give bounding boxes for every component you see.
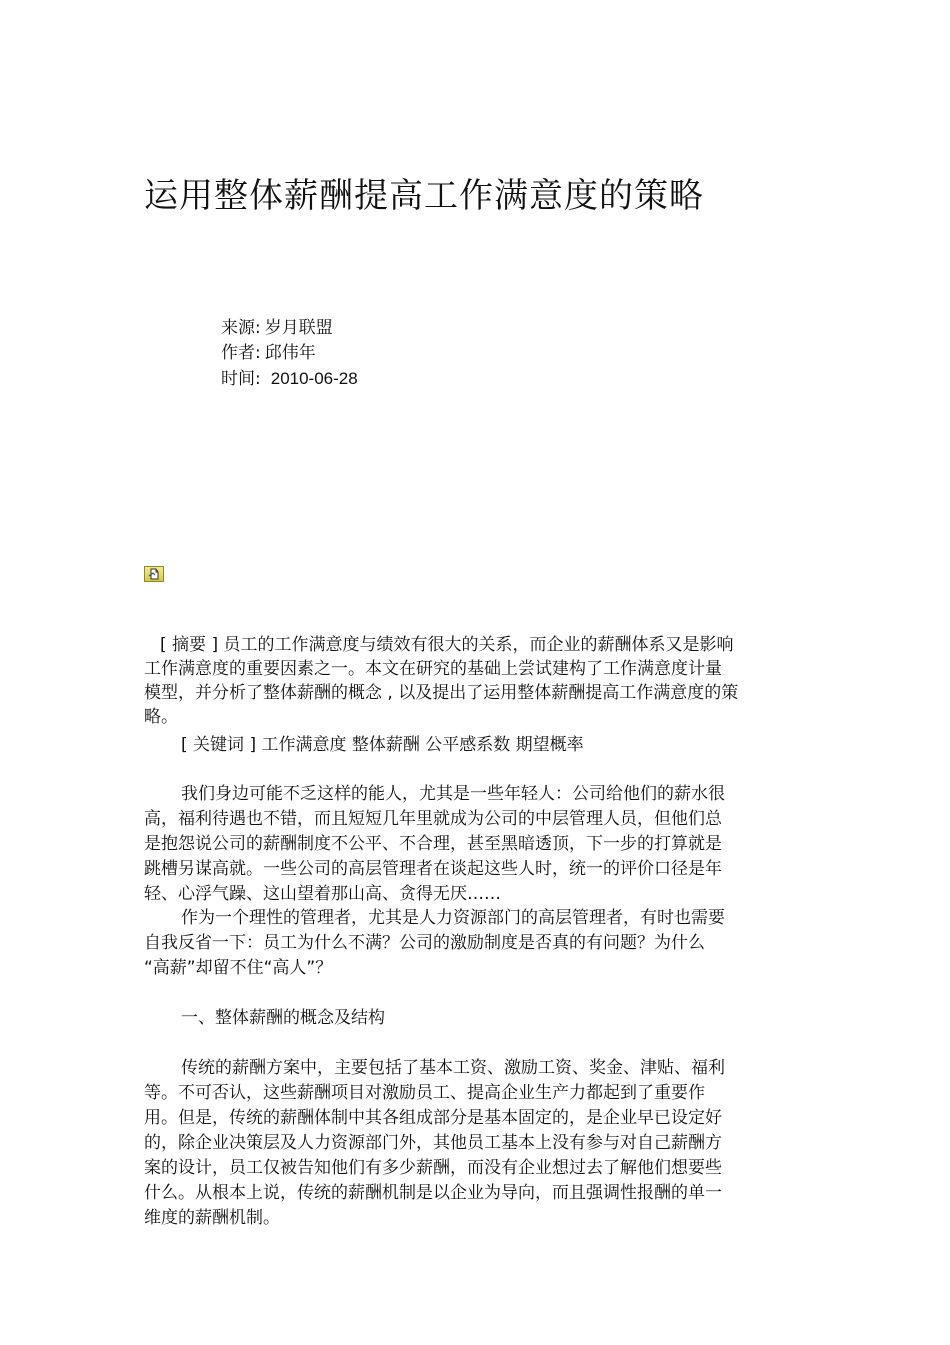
abstract-line: 略。 xyxy=(144,707,178,727)
abstract-line: 模型，并分析了整体薪酬的概念 , 以及提出了运用整体薪酬提高工作满意度的策 xyxy=(144,683,739,703)
paragraph-line: 传统的薪酬方案中，主要包括了基本工资、激励工资、奖金、津贴、福利 xyxy=(181,1058,725,1078)
abstract-line: [ 摘要 ] 员工的工作满意度与绩效有很大的关系，而企业的薪酬体系又是影响 xyxy=(160,635,734,655)
paragraph-line: 自我反省一下：员工为什么不满？公司的激励制度是否真的有问题？为什么 xyxy=(144,933,705,953)
paragraph-line: 案的设计，员工仅被告知他们有多少薪酬，而没有企业想过去了解他们想要些 xyxy=(144,1158,722,1178)
meta-time-value: 2010-06-28 xyxy=(270,369,358,388)
paragraph-line: 作为一个理性的管理者，尤其是人力资源部门的高层管理者，有时也需要 xyxy=(181,908,725,928)
meta-source xyxy=(221,313,333,338)
meta-author-label: 作者: xyxy=(221,343,261,363)
section-heading: 一、整体薪酬的概念及结构 xyxy=(181,1008,385,1028)
paragraph-line: 轻、心浮气躁、这山望着那山高、贪得无厌…… xyxy=(144,884,501,904)
meta-author xyxy=(221,338,316,363)
meta-time-label: 时间: xyxy=(221,369,261,389)
paragraph-line: 的，除企业决策层及人力资源部门外，其他员工基本上没有参与对自己薪酬方 xyxy=(144,1133,722,1153)
paragraph-line: 跳槽另谋高就。一些公司的高层管理者在谈起这些人时，统一的评价口径是年 xyxy=(144,859,722,879)
meta-author-value: 邱伟年 xyxy=(264,343,316,363)
abstract-line: 工作满意度的重要因素之一。本文在研究的基础上尝试建构了工作满意度计量 xyxy=(144,659,722,679)
document-title: 运用整体薪酬提高工作满意度的策略 xyxy=(144,176,704,216)
meta-source-value: 岁月联盟 xyxy=(264,318,333,338)
document-image-icon[interactable] xyxy=(144,566,164,582)
meta-time xyxy=(221,364,358,389)
paragraph-line: 什么。从根本上说，传统的薪酬机制是以企业为导向，而且强调性报酬的单一 xyxy=(144,1183,722,1203)
paragraph-line: “高薪”却留不住“高人”？ xyxy=(144,958,333,978)
paragraph-line: 我们身边可能不乏这样的能人，尤其是一些年轻人：公司给他们的薪水很 xyxy=(181,784,725,804)
paragraph-line: 等。不可否认，这些薪酬项目对激励员工、提高企业生产力都起到了重要作 xyxy=(144,1083,705,1103)
paragraph-line: 高，福利待遇也不错，而且短短几年里就成为公司的中层管理人员，但他们总 xyxy=(144,809,722,829)
paragraph-line: 是抱怨说公司的薪酬制度不公平、不合理，甚至黑暗透顶，下一步的打算就是 xyxy=(144,834,722,854)
meta-source-label: 来源: xyxy=(221,318,261,338)
paragraph-line: 用。但是，传统的薪酬体制中其各组成部分是基本固定的，是企业早已设定好 xyxy=(144,1108,722,1128)
paragraph-line: 维度的薪酬机制。 xyxy=(144,1208,280,1228)
keywords-line: [ 关键词 ] 工作满意度 整体薪酬 公平感系数 期望概率 xyxy=(181,735,584,755)
